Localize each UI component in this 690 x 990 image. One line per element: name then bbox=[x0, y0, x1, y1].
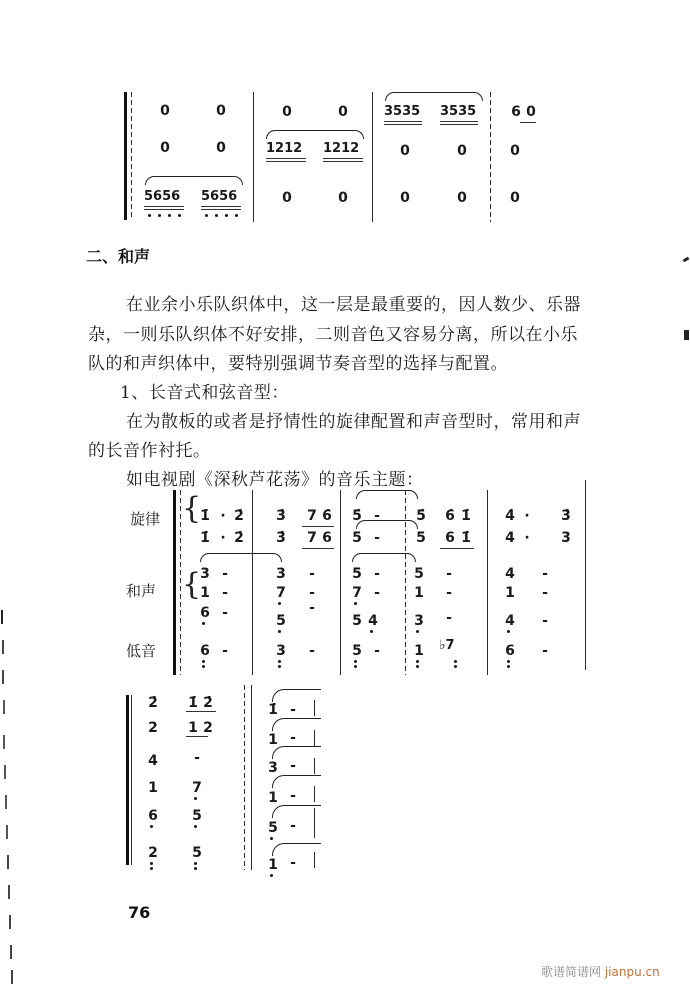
note: 1 bbox=[268, 790, 278, 806]
dash: - bbox=[542, 566, 548, 582]
dash: - bbox=[290, 730, 296, 746]
note: 5̇ bbox=[416, 508, 426, 524]
subheading: 1、长音式和弦音型： bbox=[120, 383, 289, 403]
dash: - bbox=[446, 585, 452, 601]
paragraph-line: 在业余小乐队织体中，这一层是最重要的，因人数少、乐器 bbox=[126, 295, 581, 315]
brace: { bbox=[182, 491, 202, 526]
system-bracket bbox=[126, 695, 129, 865]
note: 0 bbox=[282, 190, 292, 206]
brace: { bbox=[182, 567, 202, 602]
dash: - bbox=[542, 585, 548, 601]
note: 6 bbox=[148, 808, 158, 824]
barline bbox=[244, 685, 245, 870]
dot: · bbox=[220, 508, 226, 524]
note: 1 bbox=[268, 732, 278, 748]
barline bbox=[405, 490, 406, 675]
note: 5 bbox=[268, 820, 278, 836]
note: 5̇ bbox=[352, 508, 362, 524]
paragraph-line: 杂，一则乐队织体不好安排，二则音色又容易分离，所以在小乐 bbox=[88, 325, 578, 345]
underline-16th bbox=[323, 161, 363, 162]
watermark-en: jianpu.cn bbox=[604, 965, 660, 979]
label-melody: 旋律 bbox=[130, 510, 161, 528]
barline bbox=[253, 92, 254, 222]
note: 0 bbox=[526, 104, 536, 120]
note: 6 bbox=[322, 530, 332, 546]
note: 1̇ bbox=[200, 508, 210, 524]
slur bbox=[356, 490, 418, 499]
underline-16th bbox=[201, 206, 241, 207]
note: 3 bbox=[414, 613, 424, 629]
system-bracket bbox=[173, 490, 176, 675]
note: 1̇ bbox=[461, 530, 471, 546]
note: 3̇ bbox=[276, 530, 286, 546]
note: 0 bbox=[400, 143, 410, 159]
page-number: 76 bbox=[128, 903, 151, 922]
note: 1̇ bbox=[268, 702, 278, 718]
dash: - bbox=[222, 643, 228, 659]
underline-16th bbox=[144, 206, 184, 207]
slur bbox=[266, 130, 364, 139]
note: 0 bbox=[160, 103, 170, 119]
underline-16th bbox=[440, 124, 478, 125]
note: 0 bbox=[216, 103, 226, 119]
dot: · bbox=[220, 530, 226, 546]
dash: - bbox=[290, 702, 296, 718]
note: 1 bbox=[414, 643, 424, 659]
barline bbox=[252, 490, 253, 675]
dash: - bbox=[309, 585, 315, 601]
barline bbox=[131, 695, 132, 865]
note: 1 bbox=[188, 720, 198, 736]
note-group: 1212 bbox=[323, 141, 360, 156]
slur bbox=[145, 176, 243, 185]
underline-16th bbox=[266, 158, 306, 159]
dash: - bbox=[222, 585, 228, 601]
note: 0 bbox=[457, 143, 467, 159]
note: 5 bbox=[414, 566, 424, 582]
note: 2̇ bbox=[148, 695, 158, 711]
note: 3 bbox=[561, 530, 571, 546]
dash: - bbox=[309, 600, 315, 616]
note: 4 bbox=[505, 530, 515, 546]
section-heading: 二、和声 bbox=[86, 247, 151, 266]
note: 5 bbox=[192, 845, 202, 861]
note: 2 bbox=[148, 720, 158, 736]
note: 5 bbox=[416, 530, 426, 546]
note: 5 bbox=[352, 613, 362, 629]
dot: · bbox=[524, 508, 530, 524]
underline-16th bbox=[323, 158, 363, 159]
dash: - bbox=[194, 750, 200, 766]
note: 1̇ bbox=[200, 530, 210, 546]
note: 4 bbox=[505, 613, 515, 629]
slur bbox=[385, 92, 483, 101]
note: 1 bbox=[268, 857, 278, 873]
note: 0 bbox=[510, 143, 520, 159]
note: 4̇ bbox=[505, 508, 515, 524]
dash: - bbox=[374, 566, 380, 582]
note: 7 bbox=[307, 530, 317, 546]
paragraph-line: 的长音作衬托。 bbox=[88, 441, 211, 461]
dash: - bbox=[446, 566, 452, 582]
dash: - bbox=[542, 613, 548, 629]
note: 6 bbox=[511, 104, 521, 120]
note: 1 bbox=[505, 585, 515, 601]
note: 0 bbox=[338, 190, 348, 206]
note: 3̇ bbox=[561, 508, 571, 524]
system-bracket bbox=[124, 92, 127, 220]
note: 2̇ bbox=[234, 508, 244, 524]
underline-8th bbox=[520, 122, 536, 123]
paragraph-line: 在为散板的或者是抒情性的旋律配置和声音型时，常用和声 bbox=[126, 412, 581, 432]
slur bbox=[352, 553, 416, 562]
note: 7 bbox=[307, 508, 317, 524]
underline-16th bbox=[440, 121, 478, 122]
dash: - bbox=[222, 566, 228, 582]
note: 5 bbox=[352, 643, 362, 659]
dash: - bbox=[309, 643, 315, 659]
note-group: 1212 bbox=[266, 141, 303, 156]
note: 1̇ bbox=[461, 508, 471, 524]
barline bbox=[585, 480, 586, 670]
dash: - bbox=[542, 643, 548, 659]
dash: - bbox=[446, 610, 452, 626]
label-bass: 低音 bbox=[126, 642, 157, 660]
barline bbox=[490, 92, 491, 222]
note: 2 bbox=[203, 720, 213, 736]
note: 0 bbox=[160, 140, 170, 156]
dash: - bbox=[290, 758, 296, 774]
note: 2̇ bbox=[234, 530, 244, 546]
note: 0 bbox=[510, 190, 520, 206]
barline bbox=[372, 92, 373, 222]
note: 0 bbox=[457, 190, 467, 206]
dash: - bbox=[290, 818, 296, 834]
note: 3 bbox=[268, 760, 278, 776]
note: 4 bbox=[505, 566, 515, 582]
note: 0 bbox=[400, 190, 410, 206]
note: 1 bbox=[200, 585, 210, 601]
note: 7 bbox=[276, 585, 286, 601]
dash: - bbox=[374, 530, 380, 546]
underline-16th bbox=[201, 209, 241, 210]
note-group: 5656 bbox=[201, 189, 238, 204]
barline bbox=[131, 92, 132, 220]
note: 5 bbox=[352, 530, 362, 546]
note: 3 bbox=[276, 566, 286, 582]
note: 2̇ bbox=[203, 695, 213, 711]
note: 5 bbox=[192, 808, 202, 824]
note: 2 bbox=[148, 845, 158, 861]
dash: - bbox=[290, 855, 296, 871]
paragraph-line: 队的和声织体中，要特别强调节奏音型的选择与配置。 bbox=[88, 354, 508, 374]
note: 5 bbox=[352, 566, 362, 582]
note: 3̇ bbox=[276, 508, 286, 524]
note: 6 bbox=[200, 643, 210, 659]
dash: - bbox=[309, 566, 315, 582]
note-group: 3535 bbox=[440, 104, 477, 119]
note: 6̇ bbox=[445, 508, 455, 524]
note: 6 bbox=[505, 643, 515, 659]
note: 3 bbox=[276, 643, 286, 659]
dash: - bbox=[290, 788, 296, 804]
watermark bbox=[541, 963, 660, 980]
example-intro: 如电视剧《深秋芦花荡》的音乐主题： bbox=[126, 470, 424, 490]
note: 7 bbox=[192, 780, 202, 796]
note: 0 bbox=[216, 140, 226, 156]
barline bbox=[487, 490, 488, 675]
barline bbox=[340, 490, 341, 675]
dash: - bbox=[374, 508, 380, 524]
barline bbox=[251, 685, 252, 870]
underline-16th bbox=[266, 161, 306, 162]
note: 3 bbox=[200, 566, 210, 582]
note: 1 bbox=[148, 780, 158, 796]
note: 5 bbox=[276, 613, 286, 629]
slur bbox=[200, 553, 282, 562]
note: 0 bbox=[338, 104, 348, 120]
underline-16th bbox=[144, 209, 184, 210]
underline-16th bbox=[384, 121, 422, 122]
note: 4 bbox=[148, 753, 158, 769]
slur bbox=[356, 520, 418, 529]
note: 6 bbox=[200, 605, 210, 621]
note: 4 bbox=[368, 613, 378, 629]
note: 6 bbox=[445, 530, 455, 546]
note: 1̇ bbox=[188, 695, 198, 711]
dash: - bbox=[374, 643, 380, 659]
note-group: 5656 bbox=[144, 189, 181, 204]
note-group: 3535 bbox=[384, 104, 421, 119]
dot: · bbox=[524, 530, 530, 546]
dash: - bbox=[374, 585, 380, 601]
note: 7 bbox=[352, 585, 362, 601]
dash: - bbox=[222, 605, 228, 621]
flat-seven-note: ♭7 bbox=[439, 638, 455, 653]
watermark-cn: 歌谱简谱网 bbox=[541, 965, 602, 979]
note: 1 bbox=[414, 585, 424, 601]
label-harmony: 和声 bbox=[126, 582, 157, 600]
note: 0 bbox=[282, 104, 292, 120]
underline-16th bbox=[384, 124, 422, 125]
note: 6̇ bbox=[322, 508, 332, 524]
